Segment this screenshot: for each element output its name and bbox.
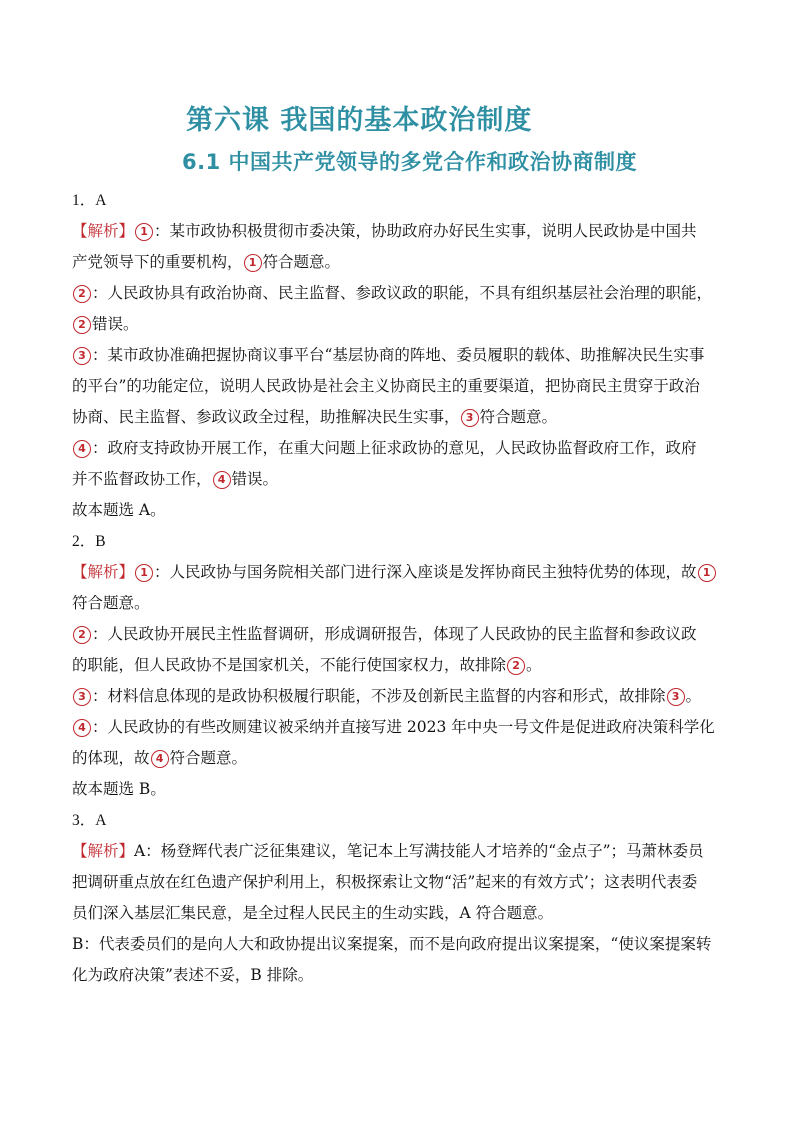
circled-number-marker: 3	[73, 688, 91, 706]
analysis-line	[72, 743, 724, 774]
analysis-text: ：某市政协准确把握协商议事平台“基层协商的阵地、委员履职的载体、助推解决民生实事	[92, 346, 705, 364]
analysis-line	[72, 960, 724, 991]
analysis-line	[72, 433, 724, 464]
circled-number-marker: 3	[667, 688, 685, 706]
analysis-text: 故本题选 B。	[72, 780, 166, 798]
analysis-line	[72, 650, 724, 681]
analysis-text: ：政府支持政协开展工作，在重大问题上征求政协的意见，人民政协监督政府工作，政府	[92, 439, 697, 457]
analysis-text: 。	[685, 687, 702, 705]
analysis-line	[72, 495, 724, 526]
circled-number-marker: 2	[73, 626, 91, 644]
analysis-line	[72, 278, 724, 309]
analysis-tag: 【解析】	[72, 222, 135, 240]
circled-number-marker: 2	[73, 316, 91, 334]
analysis-line	[72, 774, 724, 805]
circled-number-marker: 4	[73, 719, 91, 737]
analysis-line	[72, 309, 724, 340]
circled-number-marker: 4	[151, 750, 169, 768]
circled-number-marker: 3	[73, 347, 91, 365]
circled-number-marker: 1	[698, 564, 716, 582]
analysis-text: 错误。	[92, 315, 139, 333]
question-number: 2．B	[72, 533, 106, 550]
analysis-text: 把调研重点放在红色遗产保护利用上，积极探索让文物“活”起来的有效方式’；这表明代表委	[72, 873, 698, 891]
answer-content	[72, 185, 724, 991]
circled-number-marker: 1	[135, 223, 153, 241]
analysis-line	[72, 464, 724, 495]
circled-number-marker: 2	[73, 285, 91, 303]
analysis-text: 。	[526, 656, 542, 674]
analysis-text: 错误。	[231, 470, 279, 488]
analysis-line	[72, 867, 724, 898]
analysis-line	[72, 929, 724, 960]
analysis-text: 故本题选 A。	[72, 501, 166, 519]
analysis-text: 符合题意。	[72, 594, 150, 612]
circled-number-marker: 4	[213, 471, 231, 489]
analysis-text: 员们深入基层汇集民意，是全过程人民民主的生动实践，A 符合题意。	[72, 904, 554, 922]
analysis-line	[72, 836, 724, 867]
circled-number-marker: 4	[73, 440, 91, 458]
analysis-line	[72, 588, 724, 619]
analysis-text: 协商、民主监督、参政议政全过程，助推解决民生实事，	[72, 408, 460, 426]
analysis-text: B：代表委员们的是向人大和政协提出议案提案，而不是向政府提出议案提案，“使议案提案转	[72, 935, 712, 953]
analysis-text: 产党领导下的重要机构，	[72, 253, 243, 271]
page-title: 第六课 我国的基本政治制度	[186, 105, 533, 136]
circled-number-marker: 3	[461, 409, 479, 427]
analysis-text: ：人民政协具有政治协商、民主监督、参政议政的职能，不具有组织基层社会治理的职能，	[92, 284, 713, 302]
analysis-line	[72, 557, 724, 588]
analysis-line	[72, 340, 724, 371]
analysis-text: 的职能，但人民政协不是国家机关，不能行使国家权力，故排除	[72, 656, 507, 674]
analysis-text: ：某市政协积极贯彻市委决策，协助政府办好民生实事，说明人民政协是中国共	[154, 222, 697, 240]
analysis-line	[72, 712, 724, 743]
analysis-text: A：杨登辉代表广泛征集建议，笔记本上写满技能人才培养的“金点子”；马萧林委员	[134, 842, 704, 860]
analysis-text: ：人民政协与国务院相关部门进行深入座谈是发挥协商民主独特优势的体现，故	[154, 563, 697, 581]
circled-number-marker: 1	[244, 254, 262, 272]
analysis-tag: 【解析】	[72, 842, 135, 860]
analysis-line	[72, 681, 724, 712]
analysis-line	[72, 898, 724, 929]
analysis-line	[72, 371, 724, 402]
analysis-line	[72, 247, 724, 278]
analysis-line	[72, 402, 724, 433]
analysis-text: 并不监督政协工作，	[72, 470, 212, 488]
analysis-line	[72, 619, 724, 650]
page-subtitle: 6.1 中国共产党领导的多党合作和政治协商制度	[182, 150, 638, 174]
analysis-text: 符合题意。	[169, 749, 248, 767]
analysis-text: 的体现，故	[72, 749, 150, 767]
analysis-text: ：人民政协的有些改厕建议被采纳并直接写进 2023 年中央一号文件是促进政府决策科学化	[92, 718, 715, 736]
analysis-line	[72, 216, 724, 247]
analysis-text: ：材料信息体现的是政协积极履行职能，不涉及创新民主监督的内容和形式，故排除	[92, 687, 666, 705]
analysis-text: 化为政府决策”表述不妥，B 排除。	[72, 966, 314, 984]
analysis-text: 符合题意。	[262, 253, 341, 271]
analysis-tag: 【解析】	[72, 563, 135, 581]
analysis-text: 的平台”的功能定位，说明人民政协是社会主义协商民主的重要渠道，把协商民主贯穿于政治	[72, 377, 700, 395]
analysis-text: 符合题意。	[479, 408, 558, 426]
circled-number-marker: 2	[507, 657, 525, 675]
question-number: 3．A	[72, 812, 107, 829]
question-number: 1．A	[72, 192, 107, 209]
analysis-text: ：人民政协开展民主性监督调研，形成调研报告，体现了人民政协的民主监督和参政议政	[92, 625, 697, 643]
circled-number-marker: 1	[135, 564, 153, 582]
